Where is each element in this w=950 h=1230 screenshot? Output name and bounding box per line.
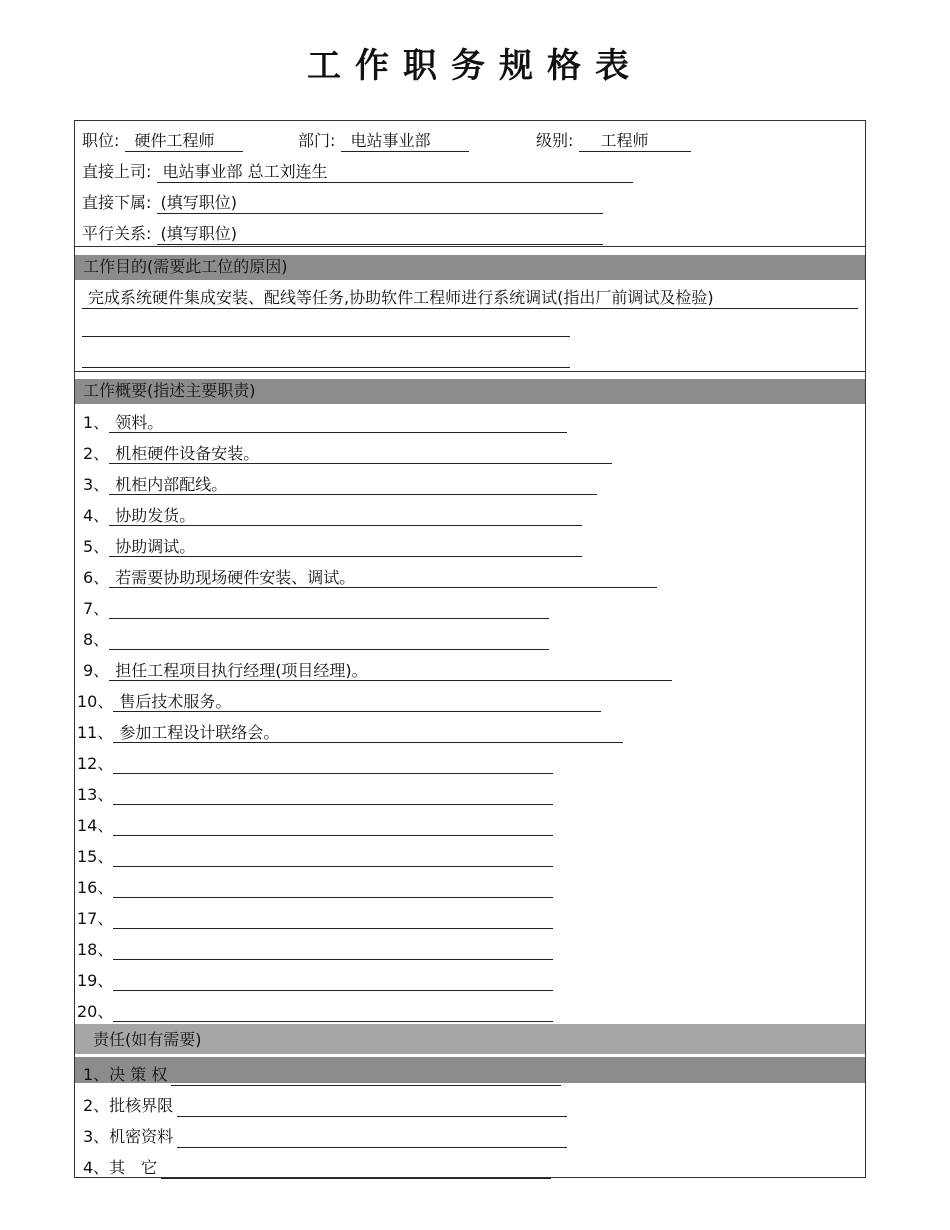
- level-field[interactable]: 工程师: [579, 131, 691, 152]
- responsibility-item: [83, 1127, 567, 1148]
- summary-item-number: 5、: [83, 537, 110, 556]
- summary-item-field[interactable]: 售后技术服务。: [113, 692, 601, 712]
- summary-item: [83, 413, 567, 433]
- summary-item-field[interactable]: [113, 909, 553, 929]
- summary-item-field[interactable]: 若需要协助现场硬件安装、调试。: [109, 568, 657, 588]
- summary-item-number: 1、: [83, 413, 110, 432]
- summary-item-field[interactable]: [113, 754, 553, 774]
- summary-item-number: 19、: [77, 971, 114, 990]
- divider: [74, 371, 866, 372]
- summary-item-number: 10、: [77, 692, 114, 711]
- summary-item: [77, 723, 623, 743]
- summary-item-number: 6、: [83, 568, 110, 587]
- summary-item: [77, 971, 553, 991]
- summary-item: [83, 475, 597, 495]
- summary-item-number: 8、: [83, 630, 110, 649]
- summary-item: [83, 661, 672, 681]
- summary-item-field[interactable]: 协助发货。: [109, 506, 582, 526]
- level-label: 级别:: [536, 131, 574, 150]
- superior-label: 直接上司:: [82, 162, 152, 181]
- summary-item: [77, 754, 553, 774]
- summary-item-field[interactable]: [113, 1002, 553, 1022]
- summary-item: [77, 878, 553, 898]
- summary-item: [83, 568, 657, 588]
- summary-header: [75, 379, 865, 404]
- summary-item-number: 17、: [77, 909, 114, 928]
- superior-row: [82, 162, 633, 183]
- summary-item: [83, 444, 612, 464]
- summary-item-number: 16、: [77, 878, 114, 897]
- parallel-row: [82, 224, 603, 245]
- subordinate-field[interactable]: (填写职位): [157, 193, 603, 214]
- summary-item-number: 7、: [83, 599, 110, 618]
- purpose-header: [75, 255, 865, 280]
- summary-item: [77, 940, 553, 960]
- level-row: [536, 131, 691, 152]
- summary-item-field[interactable]: [109, 630, 549, 650]
- summary-item-number: 11、: [77, 723, 114, 742]
- page-title: 工作职务规格表: [307, 46, 643, 86]
- responsibility-item-label: 4、其 它: [83, 1158, 158, 1177]
- responsibility-item-label: 2、批核界限: [83, 1096, 174, 1115]
- responsibility-heading: 责任(如有需要): [93, 1030, 202, 1049]
- summary-item-field[interactable]: [113, 816, 553, 836]
- summary-item-number: 3、: [83, 475, 110, 494]
- dept-row: [298, 131, 469, 152]
- summary-item-number: 12、: [77, 754, 114, 773]
- summary-item-field[interactable]: [113, 878, 553, 898]
- summary-item: [77, 692, 601, 712]
- summary-item-field[interactable]: [113, 940, 553, 960]
- parallel-label: 平行关系:: [82, 224, 152, 243]
- summary-item-number: 18、: [77, 940, 114, 959]
- summary-item: [83, 630, 549, 650]
- summary-item-field[interactable]: [113, 847, 553, 867]
- purpose-heading: 工作目的(需要此工位的原因): [83, 257, 288, 276]
- responsibility-header: [75, 1024, 865, 1056]
- position-label: 职位:: [82, 131, 120, 150]
- responsibility-item-field[interactable]: [177, 1096, 567, 1117]
- responsibility-item-field[interactable]: [161, 1158, 551, 1179]
- purpose-blank-line[interactable]: [82, 336, 570, 337]
- summary-item-field[interactable]: [109, 599, 549, 619]
- dept-label: 部门:: [298, 131, 336, 150]
- summary-item: [77, 1002, 553, 1022]
- purpose-row: [82, 288, 858, 309]
- responsibility-item-field[interactable]: [171, 1065, 561, 1086]
- purpose-blank-line[interactable]: [82, 367, 570, 368]
- responsibility-item: [83, 1065, 561, 1086]
- responsibility-item-label: 3、机密资料: [83, 1127, 174, 1146]
- summary-item-field[interactable]: 协助调试。: [109, 537, 582, 557]
- divider: [74, 246, 866, 247]
- summary-item-field[interactable]: [113, 785, 553, 805]
- responsibility-item-field[interactable]: [177, 1127, 567, 1148]
- position-row: [82, 131, 243, 152]
- purpose-field[interactable]: 完成系统硬件集成安装、配线等任务,协助软件工程师进行系统调试(指出厂前调试及检验): [82, 288, 858, 309]
- summary-heading: 工作概要(指述主要职责): [83, 381, 256, 400]
- summary-item-field[interactable]: 担任工程项目执行经理(项目经理)。: [109, 661, 672, 681]
- summary-item: [77, 847, 553, 867]
- subordinate-row: [82, 193, 603, 214]
- summary-item: [83, 506, 582, 526]
- summary-item: [77, 816, 553, 836]
- summary-item-number: 9、: [83, 661, 110, 680]
- summary-item-field[interactable]: 机柜内部配线。: [109, 475, 597, 495]
- summary-item-number: 13、: [77, 785, 114, 804]
- summary-item: [83, 599, 549, 619]
- summary-item: [77, 785, 553, 805]
- superior-field[interactable]: 电站事业部 总工刘连生: [157, 162, 633, 183]
- parallel-field[interactable]: (填写职位): [157, 224, 603, 245]
- summary-item-number: 20、: [77, 1002, 114, 1021]
- summary-item-field[interactable]: 机柜硬件设备安装。: [109, 444, 612, 464]
- dept-field[interactable]: 电站事业部: [341, 131, 469, 152]
- summary-item-number: 4、: [83, 506, 110, 525]
- responsibility-item-label: 1、决 策 权: [83, 1065, 168, 1084]
- summary-item-field[interactable]: 领料。: [109, 413, 567, 433]
- summary-item: [83, 537, 582, 557]
- summary-item-number: 15、: [77, 847, 114, 866]
- responsibility-item: [83, 1158, 551, 1179]
- responsibility-item: [83, 1096, 567, 1117]
- summary-item: [77, 909, 553, 929]
- summary-item-field[interactable]: [113, 971, 553, 991]
- subordinate-label: 直接下属:: [82, 193, 152, 212]
- position-field[interactable]: 硬件工程师: [125, 131, 243, 152]
- summary-item-field[interactable]: 参加工程设计联络会。: [113, 723, 623, 743]
- summary-item-number: 2、: [83, 444, 110, 463]
- summary-item-number: 14、: [77, 816, 114, 835]
